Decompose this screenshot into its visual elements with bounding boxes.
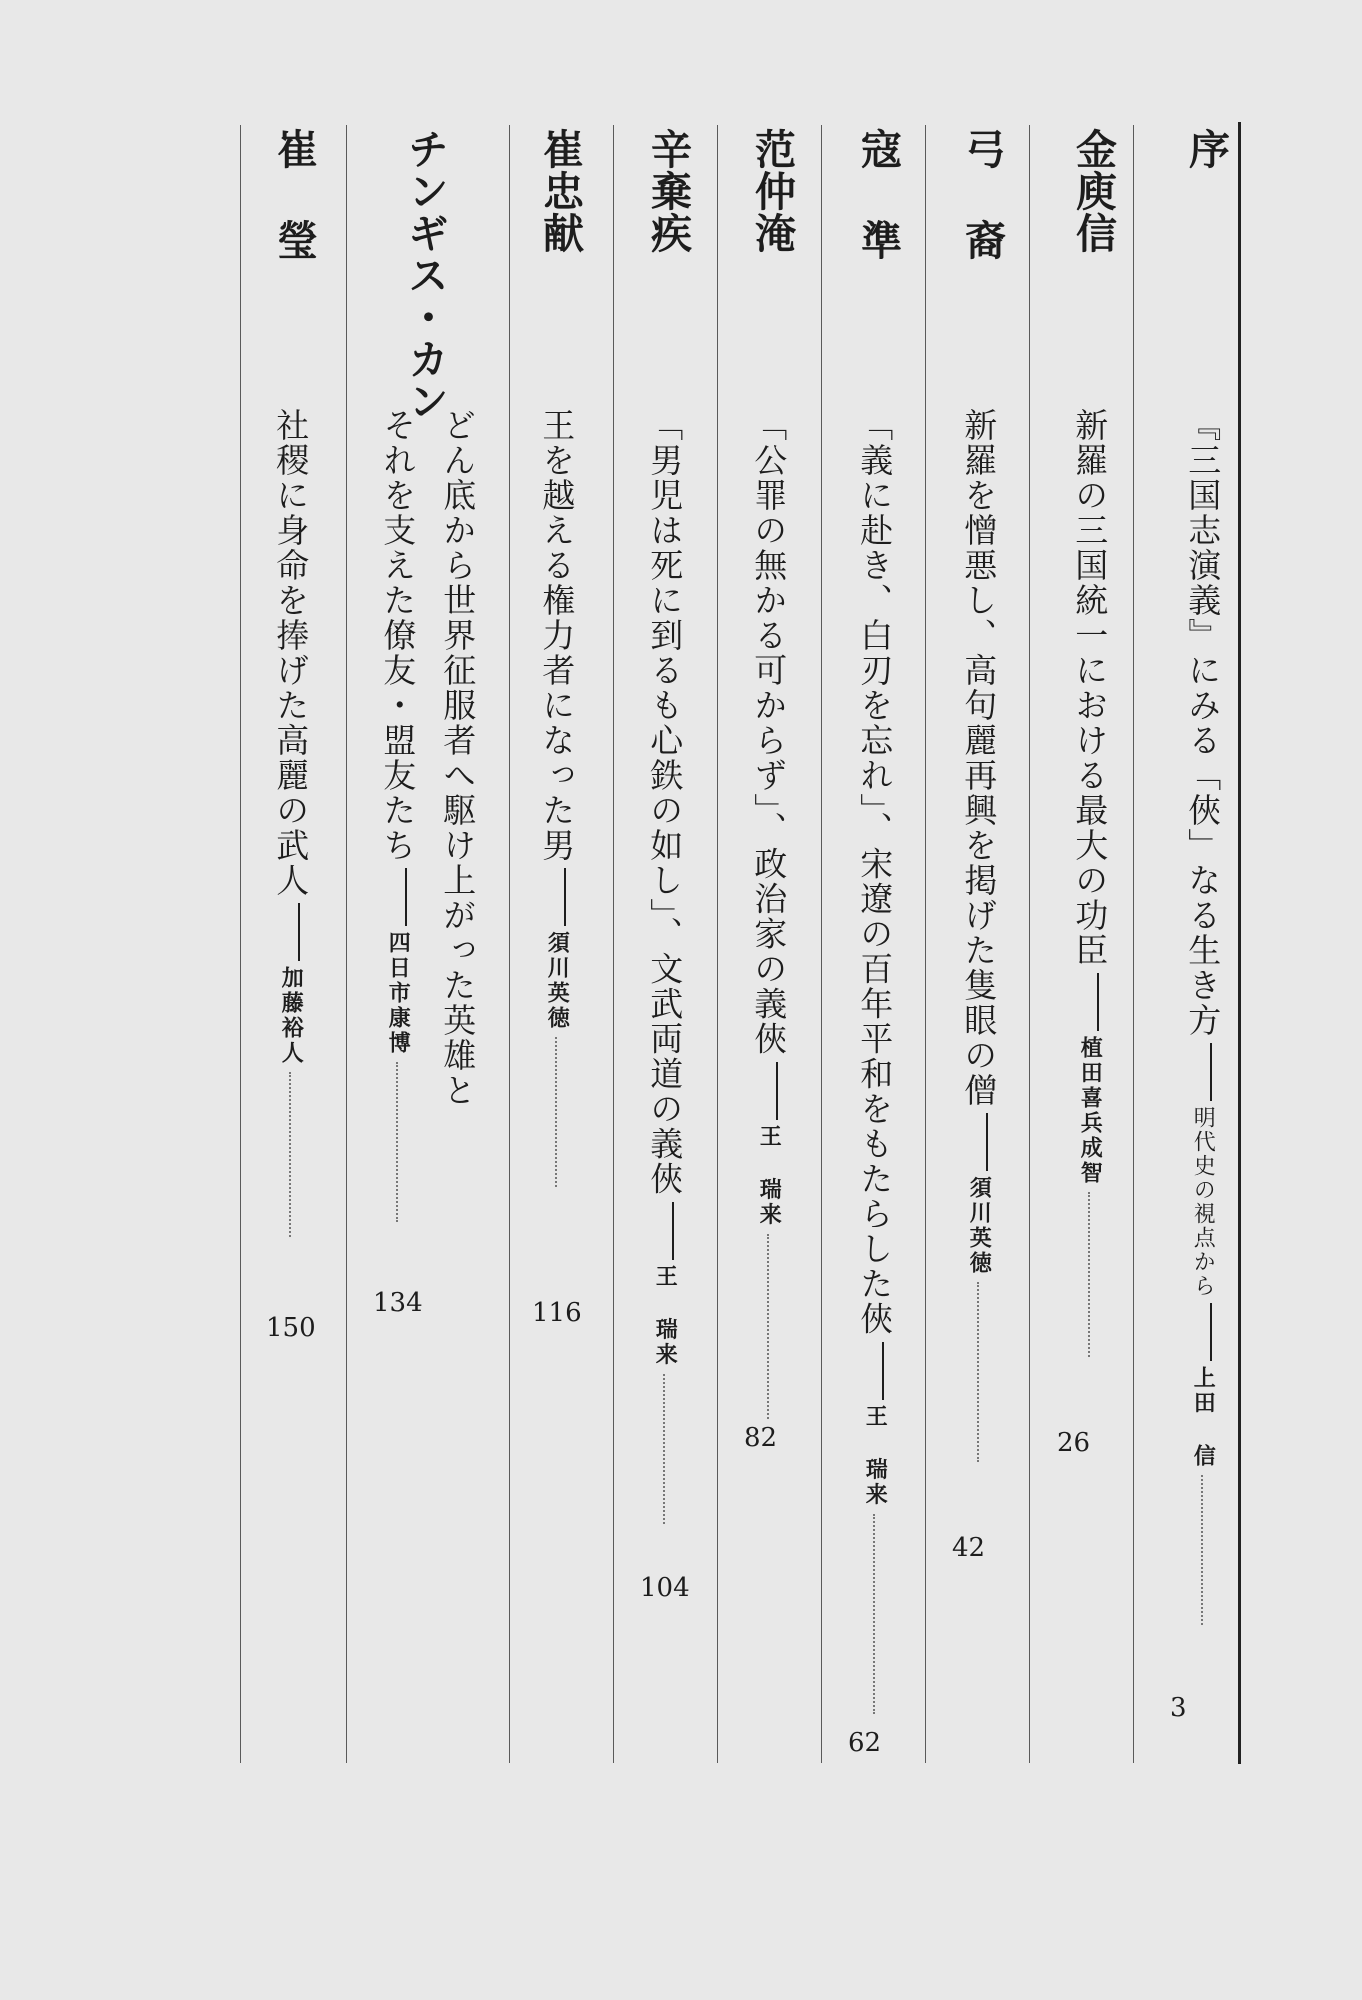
em-dash-rule bbox=[298, 903, 300, 961]
entry-author: 四日市康博 bbox=[385, 931, 411, 1056]
entry-subtitle-column bbox=[1070, 408, 1110, 1363]
em-dash-rule bbox=[564, 868, 566, 926]
page-number: 26 bbox=[1057, 1428, 1091, 1458]
em-dash-rule bbox=[1097, 973, 1099, 1031]
toc-entry-xin-qiji[interactable] bbox=[618, 128, 718, 1748]
entry-subtitle: それを支えた僚友・盟友たち bbox=[378, 408, 418, 863]
entry-subtitle-column bbox=[645, 408, 685, 1530]
page-number: 150 bbox=[266, 1313, 316, 1343]
entry-author: 王 瑞来 bbox=[756, 1124, 782, 1228]
entry-author: 王 瑞来 bbox=[862, 1404, 888, 1508]
entry-subtitle: 「義に赴き、白刃を忘れ」、宋遼の百年平和をもたらした俠 bbox=[855, 408, 895, 1337]
entry-subtitle: どん底から世界征服者へ駆け上がった英雄と bbox=[438, 408, 478, 1108]
entry-subtitle-column bbox=[438, 408, 478, 1108]
entry-subtitle: 「公罪の無かる可からず」、政治家の義俠 bbox=[749, 408, 789, 1057]
leader-dots bbox=[289, 1072, 291, 1237]
entry-subtitle: 王を越える権力者になった男 bbox=[537, 408, 577, 863]
leader-dots bbox=[873, 1514, 875, 1714]
toc-entry-gung-ye[interactable] bbox=[930, 128, 1030, 1748]
leader-dots bbox=[977, 1282, 979, 1462]
entry-author: 加藤裕人 bbox=[278, 966, 304, 1066]
entry-subtitle: 『三国志演義』にみる「俠」なる生き方 bbox=[1183, 408, 1223, 1038]
page-number: 116 bbox=[532, 1298, 582, 1328]
entry-name: 金庾信 bbox=[1069, 128, 1118, 254]
entry-subtitle-column bbox=[271, 408, 311, 1243]
page-number: 42 bbox=[952, 1533, 986, 1563]
page-number: 62 bbox=[848, 1728, 882, 1758]
leader-dots bbox=[396, 1062, 398, 1222]
toc-entry-kou-jun[interactable] bbox=[826, 128, 926, 1758]
entry-name: 寇 準 bbox=[854, 128, 903, 261]
entry-author: 王 瑞来 bbox=[652, 1264, 678, 1368]
em-dash-rule bbox=[986, 1113, 988, 1171]
column-divider bbox=[240, 125, 241, 1763]
leader-dots bbox=[767, 1234, 769, 1419]
entry-subtitle: 新羅を憎悪し、高句麗再興を掲げた隻眼の僧 bbox=[959, 408, 999, 1108]
toc-entry-choe-yeong[interactable] bbox=[248, 128, 348, 1748]
leader-dots bbox=[1088, 1192, 1090, 1357]
em-dash-rule bbox=[405, 868, 407, 926]
entry-name: 崔忠献 bbox=[536, 128, 585, 254]
leader-dots bbox=[555, 1037, 557, 1187]
em-dash-rule bbox=[882, 1342, 884, 1400]
entry-aside: 明代史の視点から bbox=[1190, 1106, 1216, 1298]
toc-entry-kim-yusin[interactable] bbox=[1035, 128, 1135, 1748]
entry-author: 上田 信 bbox=[1190, 1366, 1216, 1469]
entry-subtitle-column bbox=[378, 408, 418, 1228]
entry-name: 序 bbox=[1182, 128, 1231, 170]
entry-subtitle-column bbox=[959, 408, 999, 1468]
entry-subtitle-column bbox=[855, 408, 895, 1720]
entry-subtitle-column bbox=[1183, 408, 1223, 1631]
page-number: 134 bbox=[373, 1288, 423, 1318]
entry-name: 弓 裔 bbox=[958, 128, 1007, 261]
entry-name: チンギス・カン bbox=[401, 128, 450, 422]
entry-name: 辛棄疾 bbox=[644, 128, 693, 254]
entry-name: 崔 瑩 bbox=[270, 128, 319, 261]
column-divider bbox=[509, 125, 510, 1763]
entry-subtitle-column bbox=[537, 408, 577, 1193]
leader-dots bbox=[663, 1374, 665, 1524]
entry-author: 須川英徳 bbox=[544, 931, 570, 1031]
leader-dots bbox=[1201, 1475, 1203, 1625]
em-dash-rule bbox=[776, 1062, 778, 1120]
entry-subtitle: 「男児は死に到るも心鉄の如し」、文武両道の義俠 bbox=[645, 408, 685, 1197]
entry-subtitle: 社稷に身命を捧げた高麗の武人 bbox=[271, 408, 311, 898]
toc-entry-fan-zhongyan[interactable] bbox=[722, 128, 822, 1748]
entry-name: 范仲淹 bbox=[748, 128, 797, 254]
entry-subtitle-column bbox=[749, 408, 789, 1425]
entry-author: 植田喜兵成智 bbox=[1077, 1036, 1103, 1186]
em-dash-rule bbox=[1210, 1303, 1212, 1361]
entry-subtitle: 新羅の三国統一における最大の功臣 bbox=[1070, 408, 1110, 968]
page-number: 104 bbox=[640, 1573, 690, 1603]
toc-entry-choe-chungheon[interactable] bbox=[514, 128, 614, 1748]
page-number: 82 bbox=[744, 1423, 778, 1453]
page-number: 3 bbox=[1170, 1693, 1187, 1723]
toc-entry-jo[interactable] bbox=[1140, 128, 1240, 1748]
toc-entry-chinggis-khan[interactable] bbox=[355, 128, 505, 1748]
entry-author: 須川英徳 bbox=[966, 1176, 992, 1276]
em-dash-rule bbox=[1210, 1043, 1212, 1101]
em-dash-rule bbox=[672, 1202, 674, 1260]
